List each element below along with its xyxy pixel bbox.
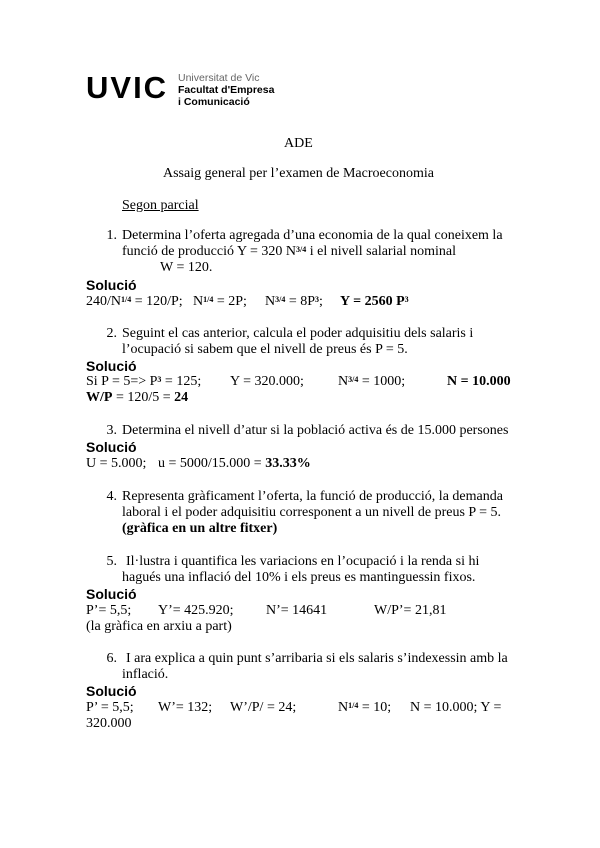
q2-line2: l’ocupació si sabem que el nivell de preus és P = 5. — [122, 342, 408, 357]
q5-solution-c: N’= 14641 — [266, 603, 328, 618]
q3-solution-b: u = 5000/15.000 = 33.33% — [158, 456, 311, 471]
q3-line1: Determina el nivell d’atur si la població activa és de 15.000 persones — [122, 423, 509, 438]
logo-university: Universitat de Vic — [178, 72, 260, 84]
q5-line1: Il·lustra i quantifica les variacions en l’ocupació i la renda si hi — [126, 554, 480, 569]
q6-solution-label: Solució — [86, 683, 137, 699]
q5-solution-label: Solució — [86, 586, 137, 602]
q2-number: 2. — [106, 326, 117, 341]
q3-solution-label: Solució — [86, 439, 137, 455]
q6-line2: inflació. — [122, 667, 169, 682]
q2-solution-label: Solució — [86, 358, 137, 374]
q6-solution-c: W’/P/ = 24; — [230, 700, 297, 715]
q2-solution-b: Y = 320.000; — [230, 374, 304, 389]
q1-number: 1. — [106, 228, 117, 243]
q2-line1: Seguint el cas anterior, calcula el poder adquisitiu dels salaris i — [122, 326, 474, 341]
section-heading: Segon parcial — [122, 198, 199, 213]
q6-line1: I ara explica a quin punt s’arribaria si els salaris s’indexessin amb la — [126, 651, 508, 666]
page-subtitle: Assaig general per l’examen de Macroeconomia — [163, 166, 434, 181]
q1-solution-label: Solució — [86, 277, 137, 293]
q4-line1: Representa gràficament l’oferta, la funció de producció, la demanda — [122, 489, 503, 504]
q6-solution-e: N = 10.000; Y = — [410, 700, 502, 715]
q2-solution-a: Si $P = 5=> P^3 = 125$; — [86, 374, 202, 389]
q5-solution-d: W/P’= 21,81 — [374, 603, 447, 618]
logo-faculty: Facultat d'Empresa — [178, 84, 275, 96]
q3-number: 3. — [106, 423, 117, 438]
uvic-logo-mark: UVIC — [86, 70, 169, 105]
q6-number: 6. — [106, 651, 117, 666]
q2-solution-c: $N^{3/4} = 1000$; — [338, 374, 406, 389]
logo-communication: i Comunicació — [178, 96, 250, 108]
q5-solution-b: Y’= 425.920; — [158, 603, 234, 618]
q1-line2: funció de producció Y = 320 $N^{3/4}$ i el nivell salarial nominal — [122, 244, 456, 259]
q2-solution-d: N = 10.000 — [447, 374, 511, 389]
q5-line2: hagués una inflació del 10% i els preus es mantinguessin fixos. — [122, 570, 476, 585]
q6-solution-b: W’= 132; — [158, 700, 213, 715]
q6-solution-a: P’ = 5,5; — [86, 700, 134, 715]
q5-number: 5. — [106, 554, 117, 569]
q4-line2: laboral i el poder adquisitiu corresponent a un nivell de preus P = 5. — [122, 505, 502, 520]
q3-solution-a: U = 5.000; — [86, 456, 147, 471]
q1-line1: Determina l’oferta agregada d’una economia de la qual coneixem la — [122, 228, 503, 243]
q1-solution-b: $N^{1/4} = 2P$; — [193, 294, 247, 309]
q2-solution-e: W/P = 120/5 = 24 — [86, 390, 189, 405]
q1-solution-a: $240/N^{1/4} = 120/P$; — [86, 294, 183, 309]
q1-line3: W = 120. — [160, 260, 213, 275]
q4-line3: (gràfica en un altre fitxer) — [122, 521, 278, 536]
q1-solution-result: Y = 2560 $P^3$ — [340, 294, 409, 309]
q6-solution-f: 320.000 — [86, 716, 132, 731]
page-title: ADE — [284, 136, 313, 151]
q5-note: (la gràfica en arxiu a part) — [86, 619, 232, 634]
uvic-logo-text — [178, 72, 274, 108]
q6-solution-d: $N^{1/4} = 10$; — [338, 700, 392, 715]
q5-solution-a: P’= 5,5; — [86, 603, 132, 618]
q1-solution-c: $N^{3/4} = 8P^3$; — [265, 294, 323, 309]
q4-number: 4. — [106, 489, 117, 504]
